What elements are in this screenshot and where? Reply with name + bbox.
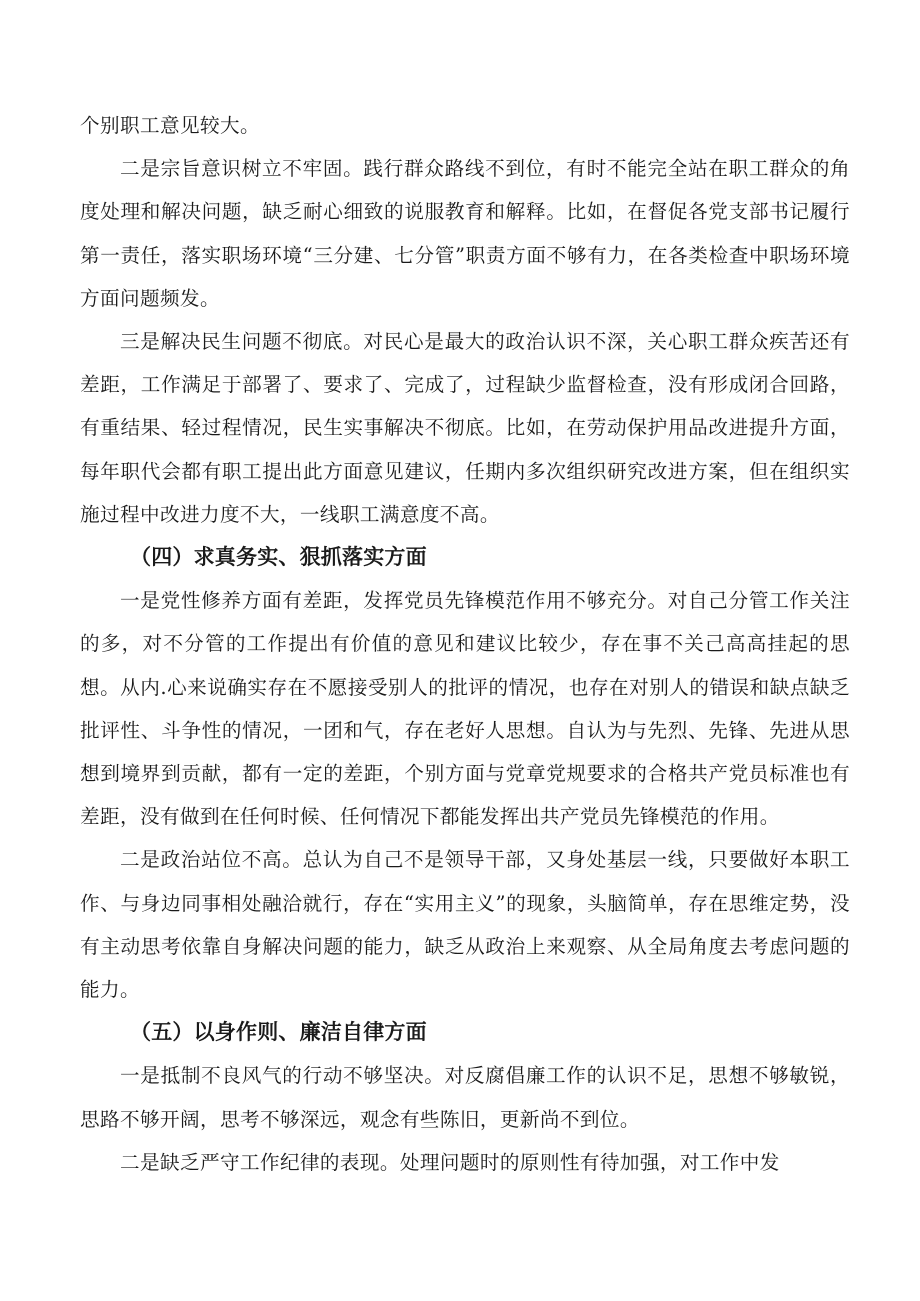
paragraph-purpose-awareness: 二是宗旨意识树立不牢固。践行群众路线不到位，有时不能完全站在职工群众的角度处理和解决问题，缺乏耐心细致的说服教育和解释。比如，在督促各党支部书记履行第一责任，落实职场环境“三分建、七分管”职责方面不够有力，在各类检查中职场环境方面问题频发。	[80, 157, 850, 310]
document-page	[80, 104, 850, 1184]
section-heading-4: （四）求真务实、狠抓落实方面	[130, 545, 427, 570]
paragraph-party-cultivation: 一是党性修养方面有差距，发挥党员先锋模范作用不够充分。对自己分管工作关注的多，对不分管的工作提出有价值的意见和建议比较少，存在事不关己高高挂起的思想。从内.心来说确实存在不愿接受别人的批评的情况，也存在对别人的错误和缺点缺乏批评性、斗争性的情况，一团和气，存在老好人思想。自认为与先烈、先锋、先进从思想到境界到贡献，都有一定的差距，个别方面与党章党规要求的合格共产党员标准也有差距，没有做到在任何时候、任何情况下都能发挥出共产党员先锋模范的作用。	[80, 589, 850, 829]
paragraph-resist-bad-practices: 一是抵制不良风气的行动不够坚决。对反腐倡廉工作的认识不足，思想不够敏锐，思路不够开阔，思考不够深远，观念有些陈旧，更新尚不到位。	[80, 1064, 850, 1131]
paragraph-continuation: 个别职工意见较大。	[80, 114, 260, 137]
paragraph-work-discipline: 二是缺乏严守工作纪律的表现。处理问题时的原则性有待加强，对工作中发	[120, 1150, 780, 1174]
paragraph-political-stance: 二是政治站位不高。总认为自己不是领导干部，又身处基层一线，只要做好本职工作、与身边同事相处融洽就行，存在“实用主义”的现象，头脑简单，存在思维定势，没有主动思考依靠自身解决问题的能力，缺乏从政治上来观察、从全局角度去考虑问题的能力。	[80, 848, 850, 1002]
section-heading-5: （五）以身作则、廉洁自律方面	[130, 1020, 427, 1045]
paragraph-livelihood-issues: 三是解决民生问题不彻底。对民心是最大的政治认识不深，关心职工群众疾苦还有差距，工作满足于部署了、要求了、完成了，过程缺少监督检查，没有形成闭合回路，有重结果、轻过程情况，民生实事解决不彻底。比如，在劳动保护用品改进提升方面，每年职代会都有职工提出此方面意见建议，任期内多次组织研究改进方案，但在组织实施过程中改进力度不大，一线职工满意度不高。	[80, 330, 850, 526]
